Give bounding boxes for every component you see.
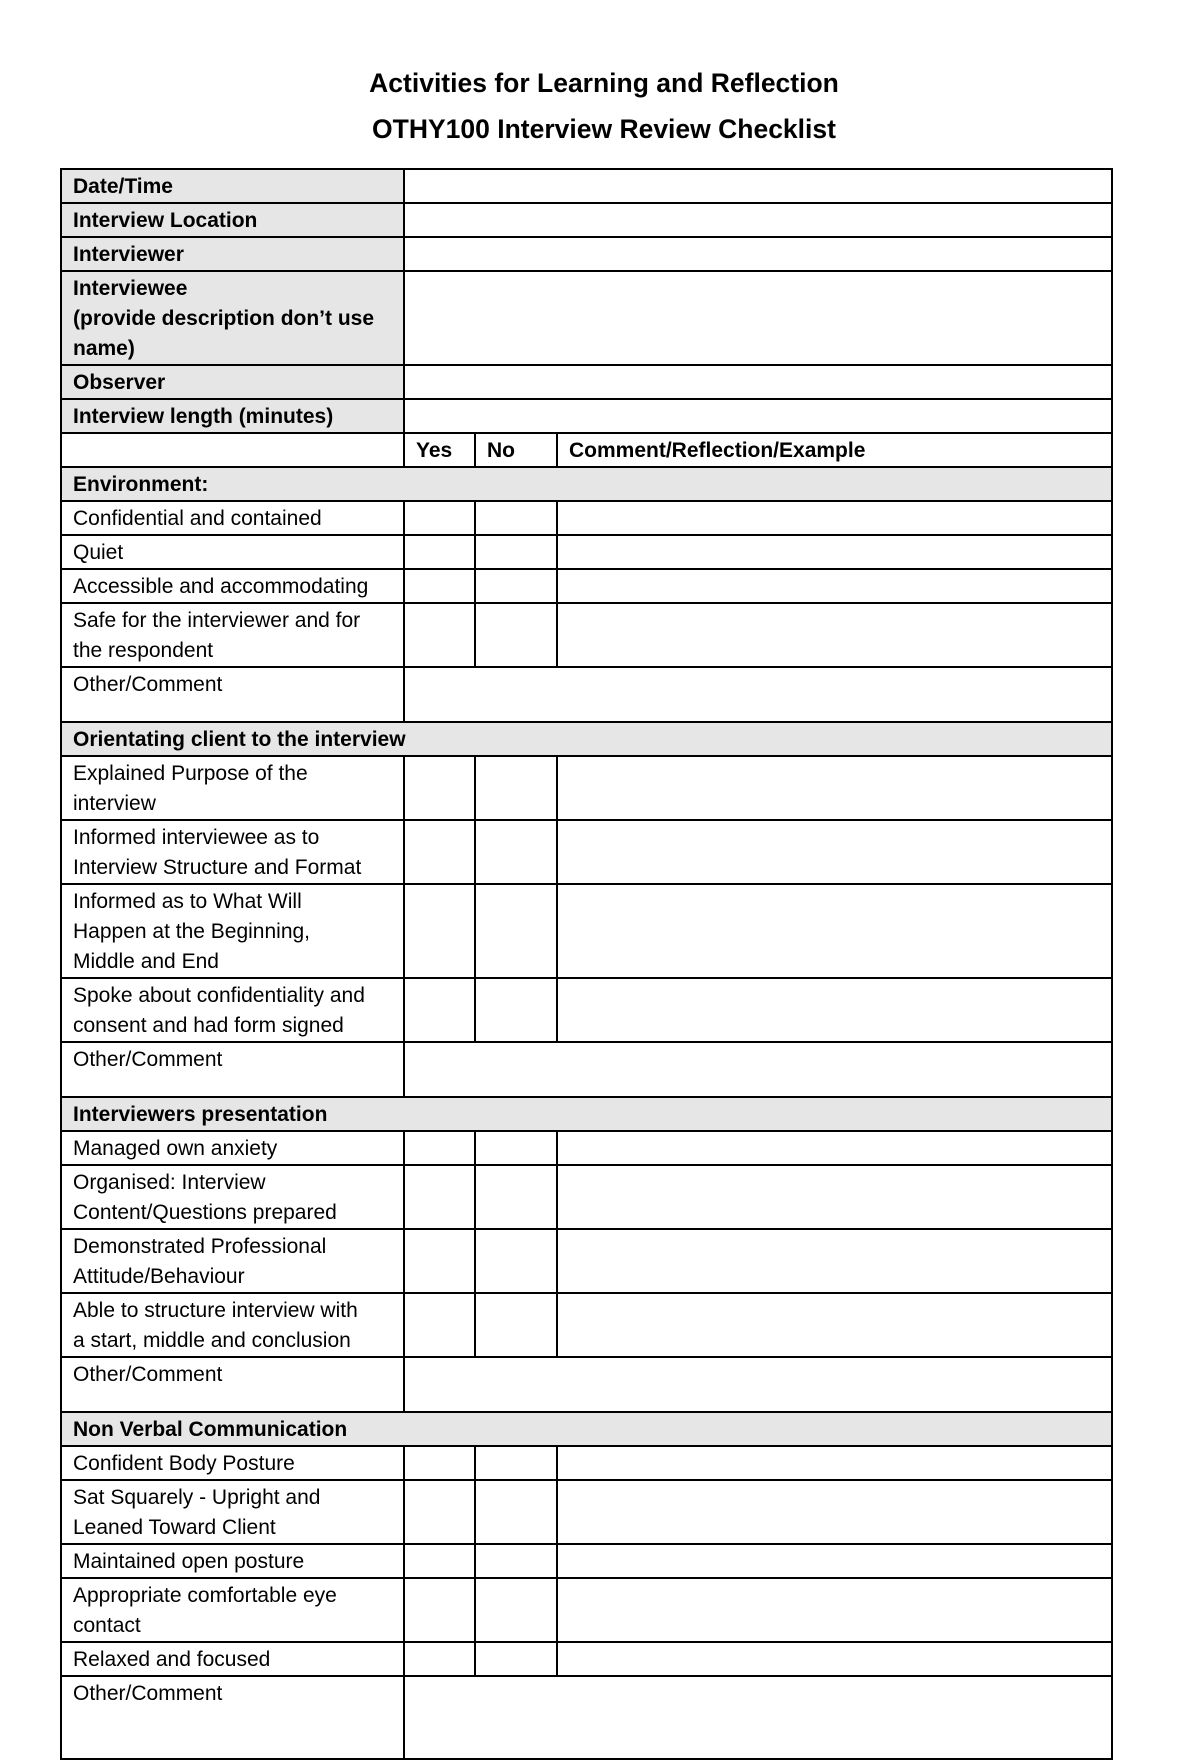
comment-cell[interactable] — [557, 1446, 1112, 1480]
section-title: Environment: — [61, 467, 1112, 501]
checklist-item-row — [61, 884, 1112, 978]
checklist-item-label — [61, 603, 404, 667]
checklist-item-row — [61, 756, 1112, 820]
info-row-interviewee — [61, 271, 1112, 365]
no-cell[interactable] — [475, 1131, 557, 1165]
other-comment-field[interactable] — [404, 1357, 1112, 1412]
no-cell[interactable] — [475, 884, 557, 978]
checklist-item-row — [61, 1578, 1112, 1642]
comment-cell[interactable] — [557, 1544, 1112, 1578]
checklist-item-line: Quiet — [73, 541, 124, 564]
checklist-item-label — [61, 978, 404, 1042]
checklist-item-line: Confidential and contained — [73, 507, 322, 530]
checklist-item-line: a start, middle and conclusion — [73, 1329, 351, 1352]
no-cell[interactable] — [475, 535, 557, 569]
info-row-observer — [61, 365, 1112, 399]
interviewee-field[interactable] — [404, 271, 1112, 365]
comment-cell[interactable] — [557, 535, 1112, 569]
no-cell[interactable] — [475, 756, 557, 820]
checklist-item-line: consent and had form signed — [73, 1014, 344, 1037]
info-row-interviewer — [61, 237, 1112, 271]
no-cell[interactable] — [475, 1165, 557, 1229]
comment-cell[interactable] — [557, 1293, 1112, 1357]
info-row-interview-location — [61, 203, 1112, 237]
section-title: Orientating client to the interview — [61, 722, 1112, 756]
section-header — [61, 467, 1112, 501]
info-label: Date/Time — [61, 169, 404, 203]
other-comment-label: Other/Comment — [61, 1676, 404, 1759]
checklist-item-line: contact — [73, 1614, 141, 1637]
document-title: Activities for Learning and Reflection — [369, 68, 839, 98]
yes-cell[interactable] — [404, 1578, 475, 1642]
section-title: Non Verbal Communication — [61, 1412, 1112, 1446]
comment-cell[interactable] — [557, 1480, 1112, 1544]
section-header — [61, 722, 1112, 756]
date-time-field[interactable] — [404, 169, 1112, 203]
yes-cell[interactable] — [404, 884, 475, 978]
comment-cell[interactable] — [557, 820, 1112, 884]
info-row-date-time — [61, 169, 1112, 203]
checklist-item-line: Spoke about confidentiality and — [73, 984, 365, 1007]
info-label: Interviewer — [61, 237, 404, 271]
no-cell[interactable] — [475, 1229, 557, 1293]
checklist-item-line: Sat Squarely - Upright and — [73, 1486, 321, 1509]
checklist-item-line: Confident Body Posture — [73, 1452, 295, 1475]
info-label — [61, 271, 404, 365]
checklist-sections — [61, 467, 1112, 1759]
checklist-item-line: Accessible and accommodating — [73, 575, 369, 598]
comment-cell[interactable] — [557, 1229, 1112, 1293]
no-cell[interactable] — [475, 501, 557, 535]
checklist-item-label — [61, 820, 404, 884]
yes-cell[interactable] — [404, 1446, 475, 1480]
comment-cell[interactable] — [557, 501, 1112, 535]
checklist-item-row — [61, 501, 1112, 535]
checklist-item-line: Appropriate comfortable eye — [73, 1584, 337, 1607]
checklist-item-line: Content/Questions prepared — [73, 1201, 337, 1224]
blank-header-cell — [61, 433, 404, 467]
no-cell[interactable] — [475, 978, 557, 1042]
info-label-line: name) — [73, 337, 135, 360]
checklist-item-row — [61, 603, 1112, 667]
comment-cell[interactable] — [557, 1578, 1112, 1642]
checklist-item-line: Happen at the Beginning, — [73, 920, 311, 943]
yes-cell[interactable] — [404, 1229, 475, 1293]
checklist-item-label — [61, 1165, 404, 1229]
no-cell[interactable] — [475, 1480, 557, 1544]
checklist-item-label — [61, 1131, 404, 1165]
checklist-item-row — [61, 1544, 1112, 1578]
checklist-item-line: Interview Structure and Format — [73, 856, 362, 879]
checklist-item-label — [61, 1480, 404, 1544]
checklist-item-line: Safe for the interviewer and for — [73, 609, 361, 632]
info-row-interview-length — [61, 399, 1112, 433]
comment-cell[interactable] — [557, 1642, 1112, 1676]
comment-cell[interactable] — [557, 884, 1112, 978]
checklist-item-row — [61, 978, 1112, 1042]
checklist-item-line: Informed as to What Will — [73, 890, 302, 913]
checklist-item-row — [61, 820, 1112, 884]
other-comment-row — [61, 1676, 1112, 1759]
other-comment-label: Other/Comment — [61, 1042, 404, 1097]
yes-cell[interactable] — [404, 535, 475, 569]
comment-cell[interactable] — [557, 1165, 1112, 1229]
other-comment-field[interactable] — [404, 1042, 1112, 1097]
no-column-header: No — [475, 433, 557, 467]
info-label: Interview length (minutes) — [61, 399, 404, 433]
checklist-item-line: Relaxed and focused — [73, 1648, 271, 1671]
other-comment-field[interactable] — [404, 1676, 1112, 1759]
no-cell[interactable] — [475, 1446, 557, 1480]
checklist-item-row — [61, 1131, 1112, 1165]
checklist-item-line: interview — [73, 792, 156, 815]
checklist-item-label — [61, 1446, 404, 1480]
yes-cell[interactable] — [404, 978, 475, 1042]
yes-cell[interactable] — [404, 1165, 475, 1229]
checklist-item-row — [61, 1480, 1112, 1544]
checklist-item-line: Organised: Interview — [73, 1171, 266, 1194]
info-label-line: (provide description don’t use — [73, 307, 375, 330]
checklist-item-line: Attitude/Behaviour — [73, 1265, 245, 1288]
interview-length-field[interactable] — [404, 399, 1112, 433]
no-cell[interactable] — [475, 1578, 557, 1642]
column-header-row — [61, 433, 1112, 467]
no-cell[interactable] — [475, 603, 557, 667]
no-cell[interactable] — [475, 569, 557, 603]
yes-cell[interactable] — [404, 1544, 475, 1578]
other-comment-label: Other/Comment — [61, 1357, 404, 1412]
info-label: Observer — [61, 365, 404, 399]
comment-cell[interactable] — [557, 569, 1112, 603]
checklist-item-line: Able to structure interview with — [73, 1299, 358, 1322]
interview-location-field[interactable] — [404, 203, 1112, 237]
observer-field[interactable] — [404, 365, 1112, 399]
yes-column-header: Yes — [404, 433, 475, 467]
yes-cell[interactable] — [404, 1131, 475, 1165]
checklist-item-row — [61, 1165, 1112, 1229]
checklist-item-label — [61, 535, 404, 569]
checklist-item-row — [61, 569, 1112, 603]
checklist-item-line: the respondent — [73, 639, 214, 662]
checklist-item-line: Managed own anxiety — [73, 1137, 278, 1160]
document-subtitle: OTHY100 Interview Review Checklist — [372, 114, 836, 144]
checklist-item-row — [61, 1642, 1112, 1676]
section-header — [61, 1097, 1112, 1131]
other-comment-row — [61, 667, 1112, 722]
comment-cell[interactable] — [557, 978, 1112, 1042]
no-cell[interactable] — [475, 1642, 557, 1676]
section-header — [61, 1412, 1112, 1446]
checklist-item-label — [61, 884, 404, 978]
document-header — [0, 60, 1200, 152]
checklist-item-label — [61, 501, 404, 535]
no-cell[interactable] — [475, 1293, 557, 1357]
yes-cell[interactable] — [404, 1642, 475, 1676]
checklist-item-line: Explained Purpose of the — [73, 762, 308, 785]
comment-cell[interactable] — [557, 603, 1112, 667]
yes-cell[interactable] — [404, 501, 475, 535]
yes-cell[interactable] — [404, 603, 475, 667]
checklist-item-row — [61, 1229, 1112, 1293]
interviewer-field[interactable] — [404, 237, 1112, 271]
checklist-item-row — [61, 1293, 1112, 1357]
yes-cell[interactable] — [404, 1293, 475, 1357]
checklist-item-label — [61, 1642, 404, 1676]
other-comment-field[interactable] — [404, 667, 1112, 722]
other-comment-label: Other/Comment — [61, 667, 404, 722]
checklist-item-row — [61, 1446, 1112, 1480]
no-cell[interactable] — [475, 1544, 557, 1578]
section-title: Interviewers presentation — [61, 1097, 1112, 1131]
checklist-item-line: Maintained open posture — [73, 1550, 305, 1573]
checklist-item-label — [61, 1544, 404, 1578]
info-label-line: Interviewee — [73, 277, 188, 300]
yes-cell[interactable] — [404, 1480, 475, 1544]
checklist-item-label — [61, 569, 404, 603]
yes-cell[interactable] — [404, 756, 475, 820]
checklist-item-label — [61, 1578, 404, 1642]
other-comment-row — [61, 1042, 1112, 1097]
checklist-table — [60, 168, 1113, 1760]
yes-cell[interactable] — [404, 820, 475, 884]
checklist-item-label — [61, 1293, 404, 1357]
checklist-item-label — [61, 1229, 404, 1293]
info-label: Interview Location — [61, 203, 404, 237]
comment-column-header: Comment/Reflection/Example — [557, 433, 1112, 467]
checklist-item-label — [61, 756, 404, 820]
comment-cell[interactable] — [557, 756, 1112, 820]
other-comment-row — [61, 1357, 1112, 1412]
checklist-item-line: Middle and End — [73, 950, 219, 973]
checklist-item-row — [61, 535, 1112, 569]
no-cell[interactable] — [475, 820, 557, 884]
checklist-item-line: Informed interviewee as to — [73, 826, 320, 849]
checklist-item-line: Leaned Toward Client — [73, 1516, 276, 1539]
comment-cell[interactable] — [557, 1131, 1112, 1165]
yes-cell[interactable] — [404, 569, 475, 603]
checklist-item-line: Demonstrated Professional — [73, 1235, 327, 1258]
